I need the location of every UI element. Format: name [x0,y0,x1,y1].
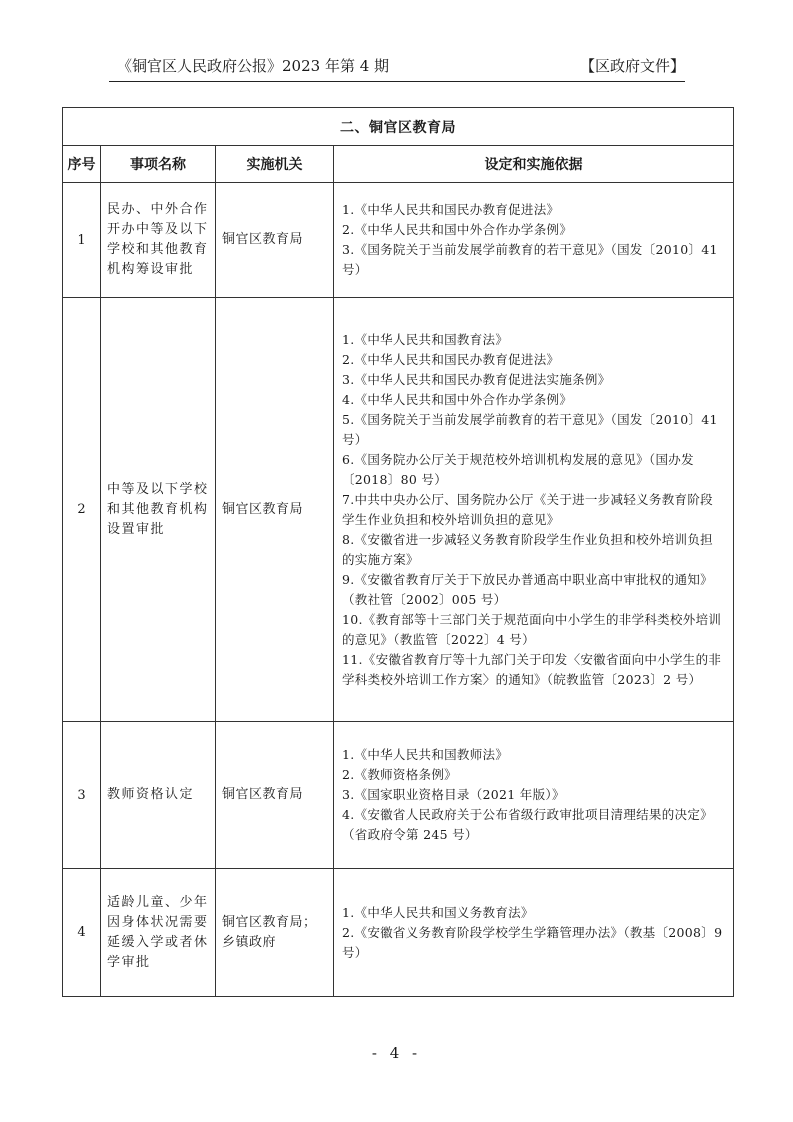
basis-item: 3.《国务院关于当前发展学前教育的若干意见》（国发〔2010〕41 号） [342,242,718,277]
row-number: 3 [63,722,101,869]
basis-item: 2.《中华人民共和国民办教育促进法》 [342,351,560,367]
basis-item: 6.《国务院办公厅关于规范校外培训机构发展的意见》（国办发〔2018〕80 号） [342,451,694,487]
item-name: 教师资格认定 [101,722,216,869]
basis-item: 1.《中华人民共和国教师法》 [342,747,509,762]
row-number: 4 [63,869,101,997]
basis-item: 1.《中华人民共和国义务教育法》 [342,904,534,920]
table-header-row [63,146,734,183]
table-row [63,722,734,869]
column-header-basis: 设定和实施依据 [334,146,734,183]
basis-item: 3.《中华人民共和国民办教育促进法实施条例》 [342,371,611,387]
header-section-label: 【区政府文件】 [579,57,685,75]
basis-item: 10.《教育部等十三部门关于规范面向中小学生的非学科类校外培训的意见》（教监管〔2022〕4 号） [342,611,722,647]
basis-item: 4.《中华人民共和国中外合作办学条例》 [342,391,573,407]
table-row [63,183,734,298]
basis-item: 7.中共中央办公厅、国务院办公厅《关于进一步减轻义务教育阶段学生作业负担和校外培训负担的意见》 [342,491,713,527]
table-row [63,298,734,722]
table-row [63,869,734,997]
implementing-agency: 铜官区教育局 [216,298,334,722]
item-name: 中等及以下学校和其他教育机构设置审批 [101,298,216,722]
basis-item: 2.《中华人民共和国中外合作办学条例》 [342,222,573,237]
implementing-agency: 铜官区教育局 [216,722,334,869]
column-header-no: 序号 [63,146,101,183]
header-journal-title: 《铜官区人民政府公报》2023 年第 4 期 [117,57,390,75]
row-number: 1 [63,183,101,298]
basis-item: 2.《安徽省义务教育阶段学校学生学籍管理办法》（教基〔2008〕9 号） [342,924,723,960]
implementing-agency: 铜官区教育局；乡镇政府 [216,869,334,997]
row-number: 2 [63,298,101,722]
item-name: 民办、中外合作开办中等及以下学校和其他教育机构筹设审批 [101,183,216,298]
column-header-agency: 实施机关 [216,146,334,183]
table-title: 二、铜官区教育局 [63,108,734,146]
column-header-item-name: 事项名称 [101,146,216,183]
basis-item: 5.《国务院关于当前发展学前教育的若干意见》（国发〔2010〕41 号） [342,411,718,447]
page-number: - 4 - [371,1044,422,1062]
basis-item: 1.《中华人民共和国民办教育促进法》 [342,202,560,217]
legal-basis [334,869,734,997]
basis-item: 3.《国家职业资格目录（2021 年版）》 [342,787,565,802]
legal-basis [334,298,734,722]
legal-basis [334,183,734,298]
basis-item: 11.《安徽省教育厅等十九部门关于印发〈安徽省面向中小学生的非学科类校外培训工作方案〉的通知》（皖教监管〔2023〕2 号） [342,651,722,687]
basis-item: 8.《安徽省进一步减轻义务教育阶段学生作业负担和校外培训负担的实施方案》 [342,531,713,567]
basis-item: 4.《安徽省人民政府关于公布省级行政审批项目清理结果的决定》（省政府令第 245 号） [342,807,713,842]
approval-items-table [62,107,734,997]
basis-item: 1.《中华人民共和国教育法》 [342,331,509,347]
legal-basis [334,722,734,869]
implementing-agency: 铜官区教育局 [216,183,334,298]
header-divider [109,81,685,82]
table-title-row [63,108,734,146]
basis-item: 9.《安徽省教育厅关于下放民办普通高中职业高中审批权的通知》（教社管〔2002〕005 号） [342,571,713,607]
basis-item: 2.《教师资格条例》 [342,767,457,782]
item-name: 适龄儿童、少年因身体状况需要延缓入学或者休学审批 [101,869,216,997]
